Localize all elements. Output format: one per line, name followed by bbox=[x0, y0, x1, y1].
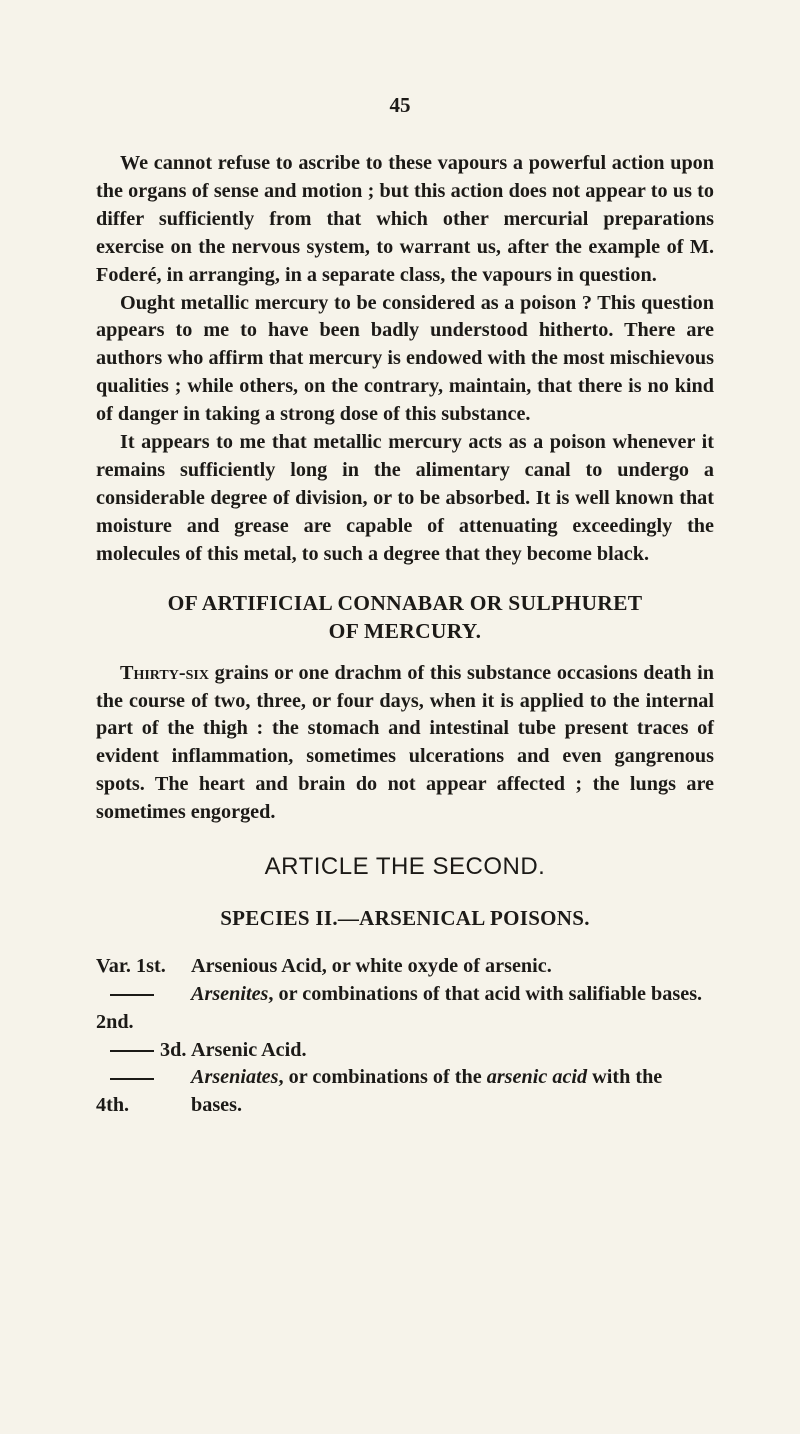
variety-ordinal: 2nd. bbox=[96, 1010, 134, 1033]
variety-ordinal: 4th. bbox=[96, 1094, 130, 1117]
ditto-dash bbox=[110, 1078, 154, 1080]
paragraph-lead: Thirty-six bbox=[120, 661, 209, 684]
variety-prefix: Var. bbox=[96, 954, 131, 977]
variety-description: , or combinations of that acid with salifiable bases. bbox=[268, 982, 703, 1005]
variety-item bbox=[96, 981, 714, 1037]
section-heading bbox=[96, 589, 714, 645]
section-heading-line1: OF ARTIFICIAL CONNABAR OR SULPHURET bbox=[167, 590, 643, 615]
paragraph-metallic-mercury-poison: It appears to me that metallic mercury acts as a poison whenever it remains sufficiently long in the alimentary canal to undergo a considerable degree of division, or to be absorbed. It is well known that moisture and grease are capable of attenuating exceedingly the molecules of this metal, to such a degree that they become black. bbox=[96, 431, 714, 565]
variety-italic-term: arsenic acid bbox=[486, 1066, 588, 1089]
variety-description-end: with the bases. bbox=[191, 1066, 663, 1117]
page-body bbox=[96, 150, 714, 1120]
ditto-dash bbox=[110, 1050, 154, 1052]
variety-description: , or white oxyde of arsenic. bbox=[321, 954, 552, 977]
variety-name: Arsenites bbox=[191, 982, 269, 1005]
page-number: 45 bbox=[389, 93, 411, 117]
species-heading: SPECIES II.—ARSENICAL POISONS. bbox=[220, 905, 590, 930]
variety-name: Arseniates bbox=[191, 1066, 279, 1089]
paragraph-cinnabar bbox=[96, 660, 714, 827]
variety-item bbox=[96, 953, 714, 981]
article-heading: ARTICLE THE SECOND. bbox=[264, 853, 546, 881]
variety-item bbox=[96, 1037, 714, 1065]
ditto-dash bbox=[110, 994, 154, 996]
section-heading-line2: OF MERCURY. bbox=[328, 618, 482, 643]
paragraph-metallic-mercury-question: Ought metallic mercury to be considered as a poison ? This question appears to me to have been badly understood hitherto. There are authors who affirm that mercury is endowed with the most mischievous qualities ; while others, on the contrary, maintain, that there is no kind of danger in taking a strong dose of this substance. bbox=[96, 291, 714, 426]
variety-description: , or combinations of the bbox=[278, 1066, 487, 1089]
paragraph-cinnabar-text: grains or one drachm of this substance occasions death in the course of two, three, or four days, when it is applied to the internal part of the thigh : the stomach and intestinal tube present traces of evident inflammation, sometimes ulcerations and even gangrenous spots. The heart and brain do not appear affected ; the lungs are sometimes engorged. bbox=[96, 661, 714, 824]
variety-name: Arsenious Acid bbox=[191, 954, 322, 977]
variety-ordinal: 3d. bbox=[160, 1038, 187, 1061]
paragraph-vapours: We cannot refuse to ascribe to these vapours a powerful action upon the organs of sense and motion ; but this action does not appear to us to differ sufficiently from that which other mercurial preparations exercise on the nervous system, to warrant us, after the example of M. Foderé, in arranging, in a separate class, the vapours in question. bbox=[96, 152, 714, 286]
variety-ordinal: 1st. bbox=[136, 954, 166, 977]
variety-name: Arsenic Acid. bbox=[191, 1038, 307, 1061]
variety-item bbox=[96, 1064, 714, 1120]
